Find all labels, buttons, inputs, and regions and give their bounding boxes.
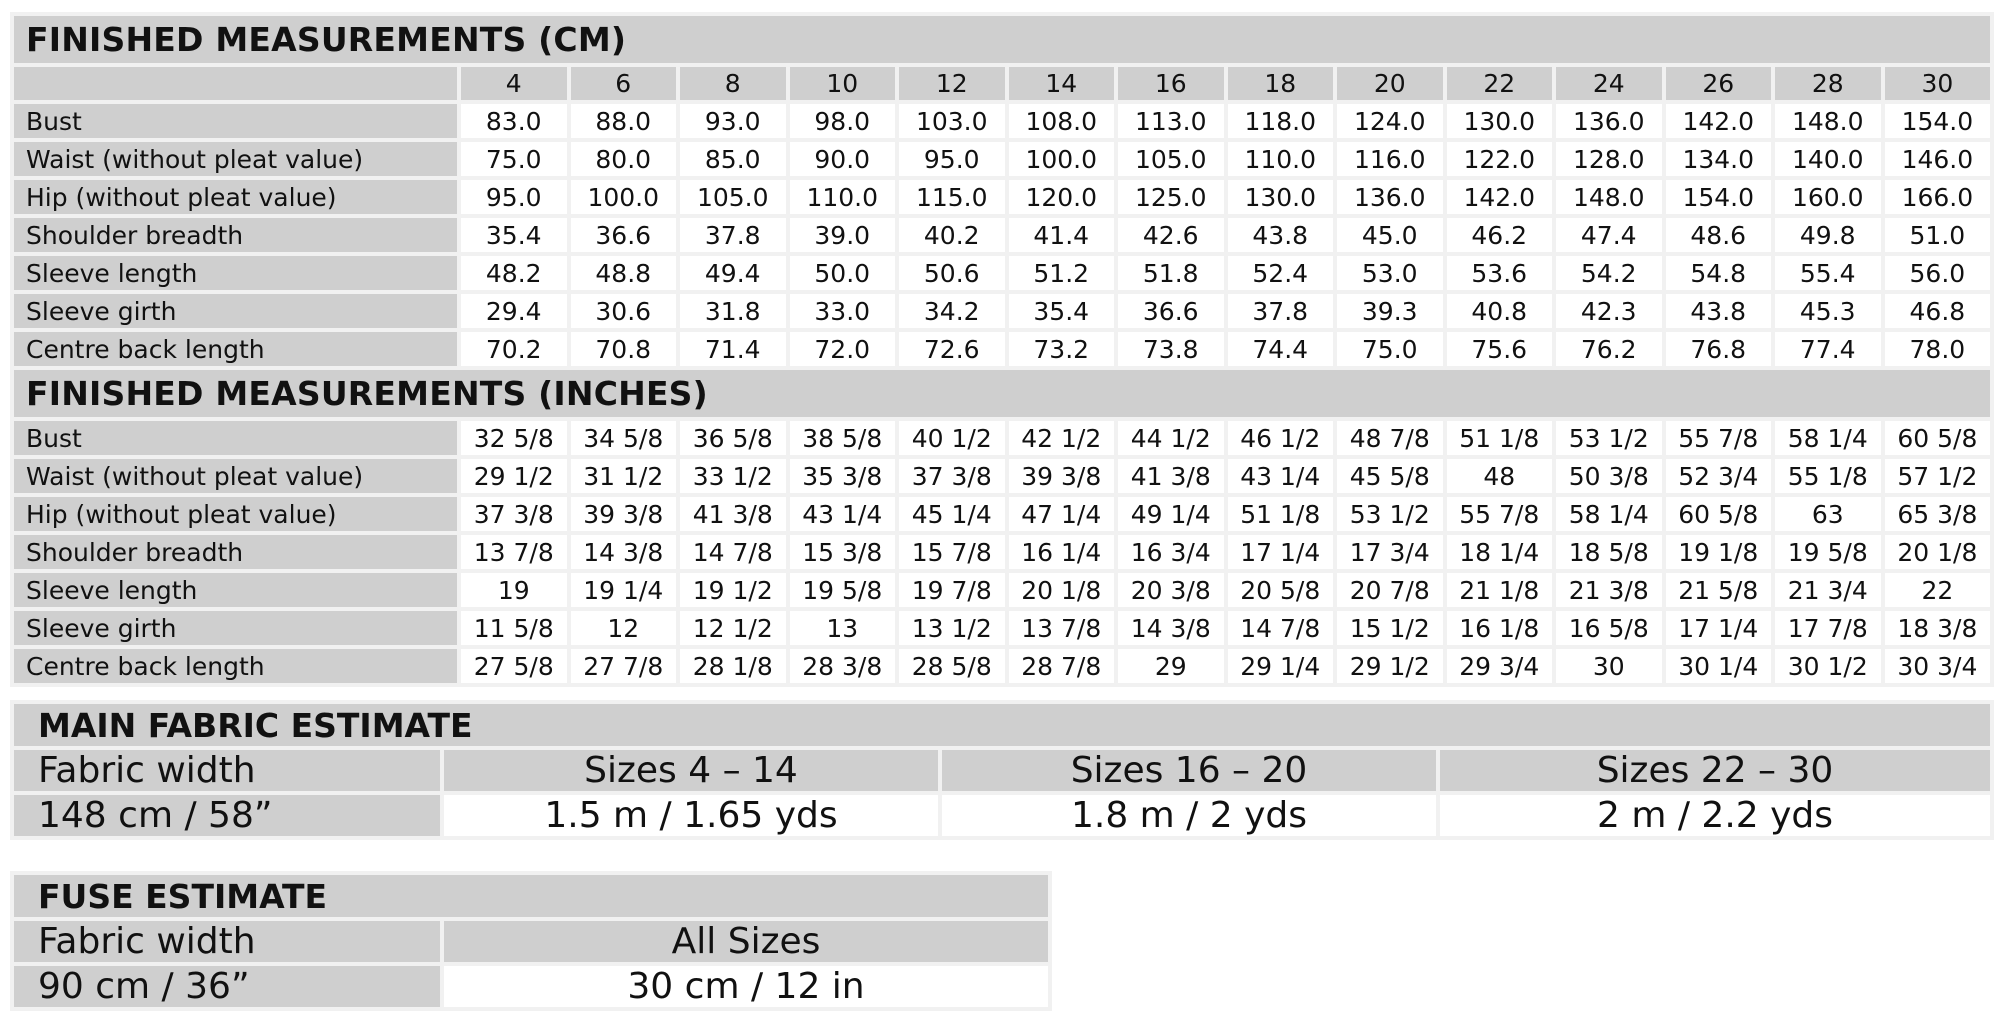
- measurement-value: 105.0: [1116, 140, 1226, 178]
- measurement-value: 53.0: [1335, 254, 1445, 292]
- measurement-value: 50 3/8: [1554, 457, 1664, 495]
- measurement-value: 37 3/8: [459, 495, 569, 533]
- measurement-value: 55 7/8: [1445, 495, 1555, 533]
- measurement-value: 128.0: [1554, 140, 1664, 178]
- measurement-row: [12, 254, 1992, 292]
- size-header: 8: [678, 65, 788, 102]
- measurement-value: 51 1/8: [1226, 495, 1336, 533]
- measurement-value: 20 1/8: [1007, 571, 1117, 609]
- measurement-value: 35.4: [459, 216, 569, 254]
- measurement-value: 51.0: [1883, 216, 1993, 254]
- measurement-value: 110.0: [1226, 140, 1336, 178]
- main-fabric-estimate-table: [10, 700, 1994, 840]
- measurement-value: 17 3/4: [1335, 533, 1445, 571]
- size-header: 22: [1445, 65, 1555, 102]
- measurement-row: [12, 533, 1992, 571]
- measurement-value: 45.3: [1773, 292, 1883, 330]
- fuse-width-label: Fabric width: [12, 919, 442, 964]
- measurement-value: 55 1/8: [1773, 457, 1883, 495]
- measurement-label: Hip (without pleat value): [12, 495, 459, 533]
- measurement-value: 42.3: [1554, 292, 1664, 330]
- measurement-value: 21 3/8: [1554, 571, 1664, 609]
- measurement-value: 16 3/4: [1116, 533, 1226, 571]
- measurement-value: 35.4: [1007, 292, 1117, 330]
- measurement-value: 78.0: [1883, 330, 1993, 368]
- measurement-value: 28 1/8: [678, 647, 788, 685]
- measurement-value: 21 1/8: [1445, 571, 1555, 609]
- measurement-value: 146.0: [1883, 140, 1993, 178]
- measurement-value: 140.0: [1773, 140, 1883, 178]
- measurement-value: 33.0: [788, 292, 898, 330]
- measurement-label: Sleeve girth: [12, 292, 459, 330]
- measurement-value: 50.0: [788, 254, 898, 292]
- measurement-label: Shoulder breadth: [12, 216, 459, 254]
- main-fabric-amount: 1.8 m / 2 yds: [940, 793, 1438, 838]
- measurement-value: 48 7/8: [1335, 419, 1445, 457]
- measurement-value: 110.0: [788, 178, 898, 216]
- measurement-value: 77.4: [1773, 330, 1883, 368]
- measurement-value: 113.0: [1116, 102, 1226, 140]
- measurement-value: 75.0: [459, 140, 569, 178]
- measurement-value: 49.8: [1773, 216, 1883, 254]
- measurement-value: 34 5/8: [569, 419, 679, 457]
- measurement-value: 27 7/8: [569, 647, 679, 685]
- measurement-row: [12, 330, 1992, 368]
- measurement-row: [12, 178, 1992, 216]
- size-header: 10: [788, 65, 898, 102]
- measurement-value: 105.0: [678, 178, 788, 216]
- measurement-value: 14 3/8: [1116, 609, 1226, 647]
- measurement-value: 100.0: [1007, 140, 1117, 178]
- measurement-value: 18 3/8: [1883, 609, 1993, 647]
- measurement-value: 48.8: [569, 254, 679, 292]
- measurement-row: [12, 495, 1992, 533]
- measurement-label: Sleeve length: [12, 254, 459, 292]
- measurement-value: 115.0: [897, 178, 1007, 216]
- measurement-value: 42.6: [1116, 216, 1226, 254]
- measurement-value: 124.0: [1335, 102, 1445, 140]
- measurement-value: 148.0: [1554, 178, 1664, 216]
- size-header: 30: [1883, 65, 1993, 102]
- main-fabric-size-range: Sizes 4 – 14: [442, 748, 940, 793]
- size-header: 12: [897, 65, 1007, 102]
- measurement-value: 16 5/8: [1554, 609, 1664, 647]
- measurement-value: 51.2: [1007, 254, 1117, 292]
- measurement-value: 50.6: [897, 254, 1007, 292]
- measurement-value: 42 1/2: [1007, 419, 1117, 457]
- measurement-value: 52 3/4: [1664, 457, 1774, 495]
- measurement-value: 46.2: [1445, 216, 1555, 254]
- measurement-row: [12, 457, 1992, 495]
- measurement-row: [12, 609, 1992, 647]
- section-title-cm: FINISHED MEASUREMENTS (CM): [12, 14, 1992, 65]
- measurement-value: 39.0: [788, 216, 898, 254]
- measurement-value: 88.0: [569, 102, 679, 140]
- measurement-value: 125.0: [1116, 178, 1226, 216]
- measurement-row: [12, 292, 1992, 330]
- measurement-value: 19 5/8: [788, 571, 898, 609]
- measurement-value: 20 3/8: [1116, 571, 1226, 609]
- fuse-header-row: [12, 919, 1050, 964]
- measurement-value: 16 1/8: [1445, 609, 1555, 647]
- measurement-value: 63: [1773, 495, 1883, 533]
- measurement-value: 41 3/8: [1116, 457, 1226, 495]
- measurement-value: 100.0: [569, 178, 679, 216]
- measurement-value: 95.0: [459, 178, 569, 216]
- measurement-value: 166.0: [1883, 178, 1993, 216]
- measurement-value: 12: [569, 609, 679, 647]
- size-header-row: [12, 65, 1992, 102]
- measurement-value: 30 1/2: [1773, 647, 1883, 685]
- measurement-value: 103.0: [897, 102, 1007, 140]
- measurement-value: 14 3/8: [569, 533, 679, 571]
- measurement-value: 36.6: [1116, 292, 1226, 330]
- measurement-value: 19 1/8: [1664, 533, 1774, 571]
- size-header: 6: [569, 65, 679, 102]
- measurement-value: 41 3/8: [678, 495, 788, 533]
- measurement-label: Shoulder breadth: [12, 533, 459, 571]
- size-header: 16: [1116, 65, 1226, 102]
- measurement-row: [12, 102, 1992, 140]
- measurement-row: [12, 419, 1992, 457]
- measurement-value: 53 1/2: [1335, 495, 1445, 533]
- measurement-value: 160.0: [1773, 178, 1883, 216]
- main-fabric-amount: 1.5 m / 1.65 yds: [442, 793, 940, 838]
- fuse-title: FUSE ESTIMATE: [12, 873, 1050, 919]
- measurement-value: 22: [1883, 571, 1993, 609]
- measurement-value: 73.2: [1007, 330, 1117, 368]
- measurement-value: 108.0: [1007, 102, 1117, 140]
- fuse-size-range: All Sizes: [442, 919, 1050, 964]
- measurement-label: Bust: [12, 419, 459, 457]
- measurement-value: 76.8: [1664, 330, 1774, 368]
- measurement-row: [12, 571, 1992, 609]
- measurement-value: 19: [459, 571, 569, 609]
- measurement-value: 15 7/8: [897, 533, 1007, 571]
- measurement-label: Sleeve girth: [12, 609, 459, 647]
- fuse-estimate-table: [10, 871, 1052, 1011]
- measurement-value: 73.8: [1116, 330, 1226, 368]
- size-header: 4: [459, 65, 569, 102]
- section-title-inches: FINISHED MEASUREMENTS (INCHES): [12, 368, 1992, 419]
- measurement-value: 154.0: [1883, 102, 1993, 140]
- measurement-value: 51 1/8: [1445, 419, 1555, 457]
- measurement-label: Hip (without pleat value): [12, 178, 459, 216]
- measurement-value: 29 3/4: [1445, 647, 1555, 685]
- measurement-value: 53.6: [1445, 254, 1555, 292]
- measurement-value: 11 5/8: [459, 609, 569, 647]
- finished-measurements-table: [10, 12, 1994, 687]
- main-fabric-title: MAIN FABRIC ESTIMATE: [12, 702, 1992, 748]
- measurement-value: 54.2: [1554, 254, 1664, 292]
- main-fabric-width-value: 148 cm / 58”: [12, 793, 442, 838]
- measurement-value: 28 7/8: [1007, 647, 1117, 685]
- measurement-value: 43 1/4: [788, 495, 898, 533]
- measurement-value: 31 1/2: [569, 457, 679, 495]
- measurement-value: 49.4: [678, 254, 788, 292]
- measurement-value: 74.4: [1226, 330, 1336, 368]
- measurement-value: 28 3/8: [788, 647, 898, 685]
- measurement-value: 40.8: [1445, 292, 1555, 330]
- measurement-value: 85.0: [678, 140, 788, 178]
- measurement-value: 70.2: [459, 330, 569, 368]
- measurement-value: 30 3/4: [1883, 647, 1993, 685]
- measurement-value: 30.6: [569, 292, 679, 330]
- measurement-value: 45 5/8: [1335, 457, 1445, 495]
- measurement-value: 136.0: [1554, 102, 1664, 140]
- measurement-value: 29 1/2: [1335, 647, 1445, 685]
- measurement-value: 12 1/2: [678, 609, 788, 647]
- measurement-value: 49 1/4: [1116, 495, 1226, 533]
- measurement-value: 55.4: [1773, 254, 1883, 292]
- measurement-value: 46.8: [1883, 292, 1993, 330]
- measurement-value: 57 1/2: [1883, 457, 1993, 495]
- measurement-value: 32 5/8: [459, 419, 569, 457]
- measurement-row: [12, 216, 1992, 254]
- measurement-value: 48.6: [1664, 216, 1774, 254]
- measurement-value: 83.0: [459, 102, 569, 140]
- measurement-value: 48: [1445, 457, 1555, 495]
- size-header: 18: [1226, 65, 1336, 102]
- size-header: 28: [1773, 65, 1883, 102]
- size-header: 14: [1007, 65, 1117, 102]
- measurement-value: 19 1/2: [678, 571, 788, 609]
- measurement-label: Sleeve length: [12, 571, 459, 609]
- measurement-value: 21 5/8: [1664, 571, 1774, 609]
- measurement-value: 20 1/8: [1883, 533, 1993, 571]
- measurement-value: 37 3/8: [897, 457, 1007, 495]
- measurement-label: Waist (without pleat value): [12, 457, 459, 495]
- measurement-value: 154.0: [1664, 178, 1774, 216]
- measurement-row: [12, 140, 1992, 178]
- measurement-value: 13 7/8: [1007, 609, 1117, 647]
- measurement-value: 116.0: [1335, 140, 1445, 178]
- measurement-value: 14 7/8: [1226, 609, 1336, 647]
- measurement-value: 47 1/4: [1007, 495, 1117, 533]
- measurement-value: 36 5/8: [678, 419, 788, 457]
- measurement-value: 17 1/4: [1226, 533, 1336, 571]
- measurement-value: 55 7/8: [1664, 419, 1774, 457]
- measurement-value: 29 1/2: [459, 457, 569, 495]
- measurement-value: 41.4: [1007, 216, 1117, 254]
- measurement-value: 29.4: [459, 292, 569, 330]
- measurement-value: 75.0: [1335, 330, 1445, 368]
- measurement-value: 148.0: [1773, 102, 1883, 140]
- measurement-value: 19 7/8: [897, 571, 1007, 609]
- measurement-value: 39 3/8: [1007, 457, 1117, 495]
- measurement-value: 136.0: [1335, 178, 1445, 216]
- measurement-value: 29 1/4: [1226, 647, 1336, 685]
- measurement-value: 37.8: [678, 216, 788, 254]
- measurement-value: 60 5/8: [1883, 419, 1993, 457]
- size-header: 26: [1664, 65, 1774, 102]
- main-fabric-size-range: Sizes 16 – 20: [940, 748, 1438, 793]
- measurement-value: 29: [1116, 647, 1226, 685]
- measurement-value: 13: [788, 609, 898, 647]
- measurement-value: 45.0: [1335, 216, 1445, 254]
- measurement-value: 43.8: [1226, 216, 1336, 254]
- measurement-value: 17 7/8: [1773, 609, 1883, 647]
- measurement-value: 122.0: [1445, 140, 1555, 178]
- measurement-value: 21 3/4: [1773, 571, 1883, 609]
- size-header: 20: [1335, 65, 1445, 102]
- fuse-value-row: [12, 964, 1050, 1009]
- measurement-value: 15 3/8: [788, 533, 898, 571]
- measurement-value: 45 1/4: [897, 495, 1007, 533]
- measurement-value: 80.0: [569, 140, 679, 178]
- fuse-title-row: [12, 873, 1050, 919]
- section-header-cm: [12, 14, 1992, 65]
- measurement-value: 58 1/4: [1554, 495, 1664, 533]
- measurement-value: 34.2: [897, 292, 1007, 330]
- measurement-value: 28 5/8: [897, 647, 1007, 685]
- measurement-value: 37.8: [1226, 292, 1336, 330]
- fuse-amount: 30 cm / 12 in: [442, 964, 1050, 1009]
- measurement-value: 60 5/8: [1664, 495, 1774, 533]
- measurement-value: 44 1/2: [1116, 419, 1226, 457]
- main-fabric-title-row: [12, 702, 1992, 748]
- measurement-value: 95.0: [897, 140, 1007, 178]
- measurement-value: 46 1/2: [1226, 419, 1336, 457]
- measurement-value: 76.2: [1554, 330, 1664, 368]
- main-fabric-value-row: [12, 793, 1992, 838]
- measurement-value: 18 5/8: [1554, 533, 1664, 571]
- measurement-value: 90.0: [788, 140, 898, 178]
- measurement-value: 130.0: [1226, 178, 1336, 216]
- measurement-value: 47.4: [1554, 216, 1664, 254]
- measurement-value: 39 3/8: [569, 495, 679, 533]
- measurement-value: 120.0: [1007, 178, 1117, 216]
- measurement-value: 13 7/8: [459, 533, 569, 571]
- measurement-label: Centre back length: [12, 647, 459, 685]
- section-header-inches: [12, 368, 1992, 419]
- measurement-value: 65 3/8: [1883, 495, 1993, 533]
- main-fabric-width-label: Fabric width: [12, 748, 442, 793]
- measurement-value: 98.0: [788, 102, 898, 140]
- measurement-value: 16 1/4: [1007, 533, 1117, 571]
- measurement-value: 39.3: [1335, 292, 1445, 330]
- measurement-value: 72.6: [897, 330, 1007, 368]
- measurement-value: 18 1/4: [1445, 533, 1555, 571]
- measurement-value: 20 7/8: [1335, 571, 1445, 609]
- size-header-corner: [12, 65, 459, 102]
- measurement-row: [12, 647, 1992, 685]
- measurement-value: 58 1/4: [1773, 419, 1883, 457]
- main-fabric-header-row: [12, 748, 1992, 793]
- measurement-value: 20 5/8: [1226, 571, 1336, 609]
- measurement-label: Waist (without pleat value): [12, 140, 459, 178]
- measurement-value: 71.4: [678, 330, 788, 368]
- measurement-value: 118.0: [1226, 102, 1336, 140]
- measurement-value: 30 1/4: [1664, 647, 1774, 685]
- measurement-value: 38 5/8: [788, 419, 898, 457]
- measurement-value: 130.0: [1445, 102, 1555, 140]
- measurement-value: 40.2: [897, 216, 1007, 254]
- measurement-value: 15 1/2: [1335, 609, 1445, 647]
- measurement-value: 43 1/4: [1226, 457, 1336, 495]
- measurement-value: 134.0: [1664, 140, 1774, 178]
- main-fabric-size-range: Sizes 22 – 30: [1438, 748, 1992, 793]
- measurement-value: 93.0: [678, 102, 788, 140]
- measurement-value: 19 1/4: [569, 571, 679, 609]
- measurement-value: 52.4: [1226, 254, 1336, 292]
- fuse-width-value: 90 cm / 36”: [12, 964, 442, 1009]
- measurement-value: 13 1/2: [897, 609, 1007, 647]
- measurement-value: 72.0: [788, 330, 898, 368]
- measurement-value: 17 1/4: [1664, 609, 1774, 647]
- measurement-value: 53 1/2: [1554, 419, 1664, 457]
- measurement-value: 48.2: [459, 254, 569, 292]
- measurement-value: 142.0: [1445, 178, 1555, 216]
- measurement-value: 36.6: [569, 216, 679, 254]
- measurement-value: 33 1/2: [678, 457, 788, 495]
- size-header: 24: [1554, 65, 1664, 102]
- measurement-value: 35 3/8: [788, 457, 898, 495]
- measurement-value: 70.8: [569, 330, 679, 368]
- measurement-value: 14 7/8: [678, 533, 788, 571]
- measurement-value: 30: [1554, 647, 1664, 685]
- main-fabric-amount: 2 m / 2.2 yds: [1438, 793, 1992, 838]
- measurement-value: 75.6: [1445, 330, 1555, 368]
- measurement-value: 43.8: [1664, 292, 1774, 330]
- measurement-value: 27 5/8: [459, 647, 569, 685]
- measurement-value: 54.8: [1664, 254, 1774, 292]
- measurement-label: Bust: [12, 102, 459, 140]
- measurement-value: 51.8: [1116, 254, 1226, 292]
- measurement-value: 31.8: [678, 292, 788, 330]
- measurement-label: Centre back length: [12, 330, 459, 368]
- measurement-value: 142.0: [1664, 102, 1774, 140]
- measurement-value: 19 5/8: [1773, 533, 1883, 571]
- measurement-value: 40 1/2: [897, 419, 1007, 457]
- measurement-value: 56.0: [1883, 254, 1993, 292]
